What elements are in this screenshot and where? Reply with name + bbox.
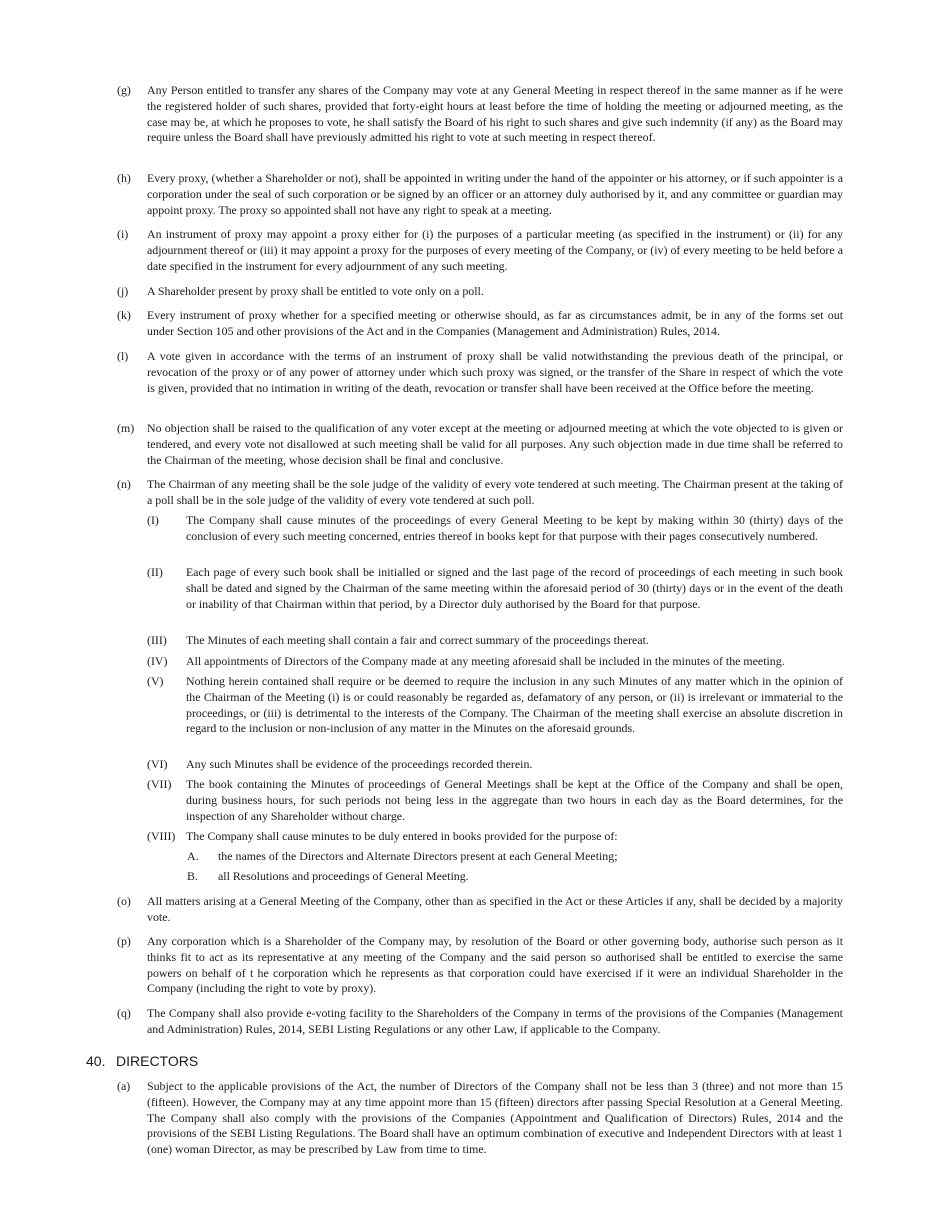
subclause-text: The Company shall cause minutes of the proceedings of every General Meeting to be kept by making within 30 (thirty) days of the conclusion of every such meeting concerned, entries thereof in books kept for that purpose with their pages consecutively numbered. (186, 513, 843, 543)
clause-label: (g) (117, 83, 131, 97)
section-number: 40. (86, 1053, 106, 1069)
clause-text: Any corporation which is a Shareholder of the Company may, by resolution of the Board or other governing body, authorise such person as it thinks fit to act as its representative at any meeting of the Company and the said person so authorised shall be entitled to exercise the same powers on behalf of t he corporation which he represents as that corporation could have exercised if it were an individual Shareholder in the Company (including the right to vote by proxy). (147, 934, 843, 996)
clause-h (117, 171, 843, 218)
clause-text: All matters arising at a General Meeting of the Company, other than as specified in the Act or these Articles if any, shall be decided by a majority vote. (147, 894, 843, 924)
clause-k (117, 308, 843, 340)
minutes-clause-IV (147, 654, 843, 670)
minutes-clause-VII (147, 777, 843, 824)
clause-i (117, 227, 843, 274)
clause-text: A vote given in accordance with the terms of an instrument of proxy shall be valid notwithstanding the previous death of the principal, or revocation of the proxy or of any power of attorney under which such proxy was signed, or the transfer of the Share in respect of which the vote is given, provided that no intimation in writing of the death, revocation or transfer shall have been received at the Office before the meeting. (147, 349, 843, 395)
subclause-text: Each page of every such book shall be initialled or signed and the last page of the record of proceedings of each meeting in such book shall be dated and signed by the Chairman of the same meeting within the aforesaid period of 30 (thirty) days or in the event of the death or inability of that Chairman within that period, by a Director duly authorised by the Board for that purpose. (186, 565, 843, 611)
clause-label: (p) (117, 934, 131, 948)
subclause-text: The book containing the Minutes of proceedings of General Meetings shall be kept at the Office of the Company and shall be open, during business hours, for such periods not being less in the aggregate than two hours in each day as the Board determines, for the inspection of any Shareholder without charge. (186, 777, 843, 823)
clause-m (117, 421, 843, 468)
section-title: DIRECTORS (116, 1053, 199, 1069)
clause-text: The Company shall also provide e-voting facility to the Shareholders of the Company in terms of the provisions of the Companies (Management and Administration) Rules, 2014, SEBI Listing Regulations or any other Law, if applicable to the Company. (147, 1006, 843, 1036)
directors-clause-a (117, 1079, 843, 1158)
subclause-text: Any such Minutes shall be evidence of the proceedings recorded therein. (186, 757, 533, 771)
clause-label: (o) (117, 894, 131, 908)
clause-text: A Shareholder present by proxy shall be entitled to vote only on a poll. (147, 284, 484, 298)
subclause-label: B. (187, 869, 198, 883)
clause-text: No objection shall be raised to the qualification of any voter except at the meeting or adjourned meeting at which the vote objected to is given or tendered, and every vote not disallowed at such meeting shall be valid for all purposes. Any such objection made in due time shall be referred to the Chairman of the meeting, whose decision shall be final and conclusive. (147, 421, 843, 467)
subclause-text: All appointments of Directors of the Company made at any meeting aforesaid shall be included in the minutes of the meeting. (186, 654, 785, 668)
clause-text: Subject to the applicable provisions of the Act, the number of Directors of the Company shall not be less than 3 (three) and not more than 15 (fifteen). However, the Company may at any time appoint more than 15 (fifteen) directors after passing Special Resolution at a General Meeting. The Company shall also comply with the provisions of the Companies (Appointment and Qualification of Directors) Rules, 2014 and the provisions of the SEBI Listing Regulations. The Board shall have an optimum combination of executive and Independent Directors with at least 1 (one) woman Director, as may be prescribed by Law from time to time. (147, 1079, 843, 1157)
clause-p (117, 934, 843, 997)
clause-text: Every proxy, (whether a Shareholder or not), shall be appointed in writing under the hand of the appointer or his attorney, or if such appointer is a corporation under the seal of such corporation or be signed by an officer or an attorney duly authorised by it, and any committee or guardian may appoint proxy. The proxy so appointed shall not have any right to speak at a meeting. (147, 171, 843, 217)
minutes-clause-VI (147, 757, 843, 773)
minutes-clause-A (187, 849, 843, 865)
subclause-text: The Company shall cause minutes to be duly entered in books provided for the purpose of: (186, 829, 618, 843)
clause-label: (m) (117, 421, 135, 435)
clause-o (117, 894, 843, 926)
clause-label: (q) (117, 1006, 131, 1020)
subclause-label: (I) (147, 513, 159, 527)
clause-text: The Chairman of any meeting shall be the sole judge of the validity of every vote tendered at such meeting. The Chairman present at the taking of a poll shall be in the sole judge of the validity of every vote tendered at such poll. (147, 477, 843, 507)
minutes-clause-V (147, 674, 843, 737)
subclause-text: The Minutes of each meeting shall contain a fair and correct summary of the proceedings thereat. (186, 633, 649, 647)
subclause-label: (IV) (147, 654, 168, 668)
minutes-clause-B (187, 869, 843, 885)
clause-label: (k) (117, 308, 131, 322)
subclause-text: Nothing herein contained shall require or be deemed to require the inclusion in any such Minutes of any matter which in the opinion of the Chairman of the Meeting (i) is or could reasonably be regarded as, defamatory of any person, or (ii) is irrelevant or immaterial to the proceedings, or (iii) is detrimental to the interests of the Company. The Chairman of the meeting shall exercise an absolute discretion in regard to the inclusion or non-inclusion of any matter in the Minutes on the aforesaid grounds. (186, 674, 843, 736)
clause-label: (l) (117, 349, 129, 363)
clause-text: Any Person entitled to transfer any shares of the Company may vote at any General Meeting in respect thereof in the same manner as if he were the registered holder of such shares, provided that forty-eight hours at least before the time of holding the meeting or adjourned meeting, as the case may be, at which he proposes to vote, he shall satisfy the Board of his right to such shares and give such indemnity (if any) as the Board may require unless the Board shall have previously admitted his right to vote at such meeting in respect thereof. (147, 83, 843, 145)
subclause-label: (VI) (147, 757, 168, 771)
subclause-label: (III) (147, 633, 167, 647)
clause-label: (h) (117, 171, 131, 185)
clause-label: (a) (117, 1079, 131, 1093)
section-heading (86, 1052, 198, 1070)
subclause-text: the names of the Directors and Alternate Directors present at each General Meeting; (218, 849, 618, 863)
clause-label: (n) (117, 477, 131, 491)
subclause-text: all Resolutions and proceedings of General Meeting. (218, 869, 469, 883)
clause-g (117, 83, 843, 146)
clause-n (117, 477, 843, 509)
minutes-clause-VIII (147, 829, 843, 845)
subclause-label: (V) (147, 674, 164, 688)
subclause-label: (VIII) (147, 829, 176, 843)
minutes-clause-I (147, 513, 843, 545)
subclause-label: (II) (147, 565, 163, 579)
clause-j (117, 284, 843, 300)
clause-label: (j) (117, 284, 129, 298)
minutes-clause-II (147, 565, 843, 612)
clause-label: (i) (117, 227, 129, 241)
subclause-label: (VII) (147, 777, 172, 791)
subclause-label: A. (187, 849, 199, 863)
clause-l (117, 349, 843, 396)
clause-q (117, 1006, 843, 1038)
clause-text: Every instrument of proxy whether for a specified meeting or otherwise should, as far as circumstances admit, be in any of the forms set out under Section 105 and other provisions of the Act and in the Companies (Management and Administration) Rules, 2014. (147, 308, 843, 338)
clause-text: An instrument of proxy may appoint a proxy either for (i) the purposes of a particular meeting (as specified in the instrument) or (ii) for any adjournment thereof or (iii) it may appoint a proxy for the purposes of every meeting of the Company, or (iv) of every meeting to be held before a date specified in the instrument for every adjournment of any such meeting. (147, 227, 843, 273)
minutes-clause-III (147, 633, 843, 649)
